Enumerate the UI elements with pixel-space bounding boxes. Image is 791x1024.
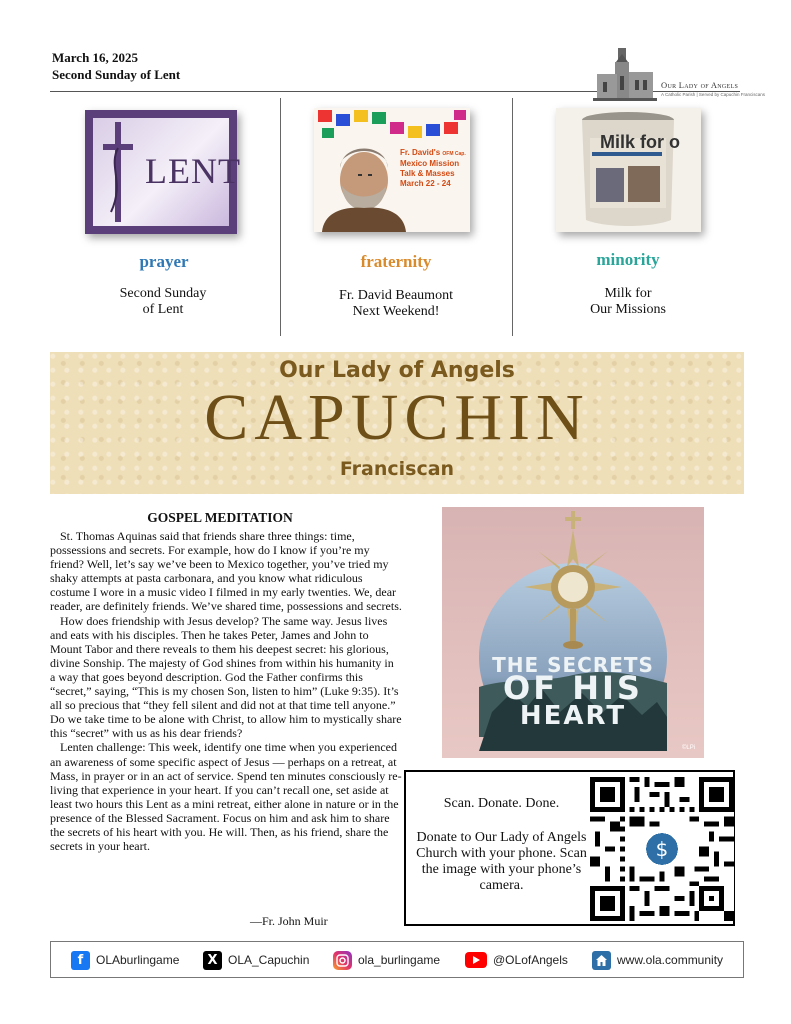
flyer-line-mission: Mexico Mission	[400, 159, 460, 168]
website-url: www.ola.community	[617, 953, 724, 967]
flyer-line-dates: March 22 - 24	[400, 179, 451, 188]
milk-jar-image	[556, 108, 701, 232]
flyer-text	[400, 148, 470, 189]
instagram-icon	[333, 951, 352, 970]
capuchin-banner	[50, 352, 744, 494]
website-link[interactable]	[592, 950, 723, 970]
flyer-line-talk: Talk & Masses	[400, 169, 455, 178]
youtube-link[interactable]	[465, 950, 568, 970]
milk-jar-text: Milk for o	[600, 132, 680, 152]
artwork-title-line1: THE SECRETS	[492, 653, 654, 677]
logo-subtitle: A Catholic Parish | Served by Capuchin Franciscans	[661, 92, 765, 97]
logo-name: Our Lady of Angels	[661, 80, 739, 90]
donation-qr-code[interactable]	[590, 776, 734, 922]
banner-parish-name: Our Lady of Angels	[279, 358, 515, 383]
flyer-line-ofm: OFM Cap.	[442, 151, 466, 157]
donate-headline: Scan. Donate. Done.	[443, 796, 560, 811]
pillar-prayer-line1: Second Sunday	[119, 286, 207, 301]
pillar-prayer-line2: of Lent	[142, 302, 184, 317]
pillar-minority-line1: Milk for	[604, 286, 652, 301]
donate-instructions: Donate to Our Lady of Angels Church with your phone. Scan the image with your phone’s camera.	[416, 830, 587, 893]
facebook-link[interactable]	[71, 950, 179, 970]
pillar-minority-text	[533, 286, 723, 318]
pillar-prayer-text	[68, 286, 258, 318]
x-link[interactable]	[203, 950, 309, 970]
gospel-paragraph: Lenten challenge: This week, identify one time when you experienced an awareness of some specific aspect of Jesus — perhaps on a retreat, at Mass, in prayer or in an act of service. Spend ten minutes consciously re-living that experience in your heart. If you can’t recall one, set aside at least two hours this Lent as a mini retreat, either alone in nature or in the presence of the Blessed Sacrament. Focus on him and ask him to share the secrets of his heart with you. He will. Then, as his friend, share the secrets in your heart.	[50, 740, 402, 854]
liturgical-day: Second Sunday of Lent	[52, 67, 181, 82]
milk-jar-graphic	[556, 108, 701, 232]
bulletin-date: March 16, 2025	[52, 50, 139, 65]
cross-icon	[103, 122, 133, 222]
artwork-credit: ©LPi	[682, 745, 696, 751]
x-handle: OLA_Capuchin	[228, 953, 310, 967]
facebook-handle: OLAburlingame	[96, 953, 180, 967]
donate-box	[404, 770, 735, 926]
pillar-title-fraternity: fraternity	[360, 252, 432, 271]
gospel-body	[50, 529, 402, 853]
lent-image	[85, 110, 241, 234]
banner-capuchin: CAPUCHIN	[204, 381, 590, 454]
pillar-fraternity-line1: Fr. David Beaumont	[339, 288, 453, 303]
gospel-title: GOSPEL MEDITATION	[147, 510, 293, 525]
pillar-fraternity-line2: Next Weekend!	[352, 304, 440, 319]
home-icon	[592, 951, 611, 970]
social-footer	[50, 941, 744, 978]
secrets-of-his-heart-artwork	[442, 507, 704, 758]
svg-text:$: $	[655, 837, 669, 861]
artwork-title-line3: HEART	[519, 701, 627, 731]
instagram-link[interactable]	[333, 950, 440, 970]
facebook-icon: f	[71, 951, 90, 970]
artwork-title-line2: OF HIS	[503, 669, 643, 707]
youtube-icon	[465, 952, 487, 968]
instagram-handle: ola_burlingame	[358, 953, 441, 967]
banner-franciscan: Franciscan	[339, 458, 455, 480]
gospel-paragraph: St. Thomas Aquinas said that friends share three things: time, possessions and secrets. For example, how do I know if you’re my friend? Well, let’s say we’ve been to Mexico together, you’ve tried my shaky attempts at pasta carbonara, and you know what ridiculous costume I wore in a music video I filmed in my early twenties. We, dear reader, are definitely friends. We’ve shared time, possessions and secrets.	[50, 529, 402, 614]
youtube-handle: @OLofAngels	[493, 953, 568, 967]
gospel-signature: —Fr. John Muir	[250, 914, 328, 928]
column-divider	[280, 98, 281, 336]
mission-flyer-image	[314, 108, 470, 232]
column-divider	[512, 98, 513, 336]
pillar-fraternity-text	[301, 288, 491, 320]
flyer-line-name: Fr. David's	[400, 148, 441, 157]
gospel-paragraph: How does friendship with Jesus develop? The same way. Jesus lives and eats with his disciples. Then he takes Peter, James and John to Mount Tabor and there reveals to them his deepest secret: his glorious, divine Sonship. The majesty of God shines from within his humanity in a way that goes beyond description. God the Father confirms this “secret,” saying, “This is my chosen Son, listen to him” (Luke 9:35). It’s all so precious that “they fell silent and did not at that time tell anyone.” Do we take time to be alone with Christ, to allow him to mystically share this “secret” with us as his dear friends?	[50, 613, 402, 741]
pillar-title-minority: minority	[596, 250, 660, 269]
pillar-minority-line2: Our Missions	[590, 302, 666, 317]
x-icon: X	[203, 951, 222, 970]
pillar-title-prayer: prayer	[139, 252, 189, 271]
lent-image-text: LENT	[145, 151, 241, 191]
